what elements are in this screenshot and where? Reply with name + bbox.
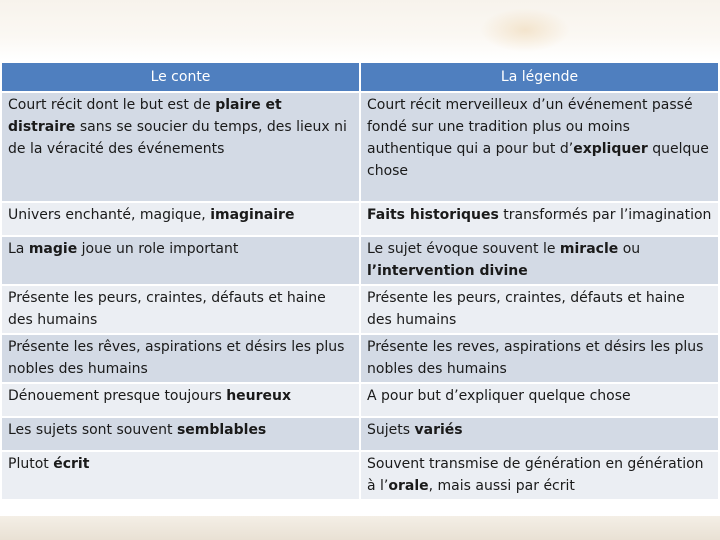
cell-conte — [2, 335, 359, 382]
cell-conte — [2, 384, 359, 416]
cell-text: A pour but d’expliquer quelque chose — [367, 388, 631, 404]
cell-text: sans se soucier du temps, des lieux ni de la véracité des événements — [8, 119, 347, 157]
table-row — [2, 203, 718, 235]
cell-text: La — [8, 241, 29, 257]
cell-legende — [361, 418, 718, 450]
cell-legende — [361, 286, 718, 333]
cell-bold-text: écrit — [53, 456, 90, 472]
cell-legende — [361, 384, 718, 416]
cell-conte — [2, 452, 359, 499]
cell-bold-text: semblables — [176, 422, 267, 438]
cell-legende — [361, 237, 718, 284]
cell-legende — [361, 335, 718, 382]
table-row — [2, 93, 718, 201]
cell-text: ou — [618, 241, 641, 257]
header-le-conte: Le conte — [2, 63, 359, 91]
table-row — [2, 418, 718, 450]
cell-bold-text: imaginaire — [210, 207, 295, 223]
cell-text: Court récit merveilleux d’un événement passé fondé sur une tradition plus ou moins authentique qui a pour but d’ — [367, 97, 693, 157]
cell-bold-text: l’intervention divine — [367, 263, 528, 279]
cell-legende — [361, 452, 718, 499]
background-bottom-decoration — [0, 516, 720, 540]
cell-text: Présente les reves, aspirations et désirs les plus nobles des humains — [367, 339, 704, 377]
cell-text: joue un role important — [77, 241, 239, 257]
table-row — [2, 452, 718, 499]
cell-text: Le sujet évoque souvent le — [367, 241, 560, 257]
table-row — [2, 384, 718, 416]
cell-bold-text: plaire et distraire — [8, 97, 282, 135]
cell-conte — [2, 93, 359, 201]
cell-legende — [361, 93, 718, 201]
cell-bold-text: Faits historiques — [367, 207, 499, 223]
cell-legende — [361, 203, 718, 235]
table-row — [2, 237, 718, 284]
cell-bold-text: orale — [388, 478, 429, 494]
cell-text: , mais aussi par écrit — [428, 478, 575, 494]
cell-bold-text: variés — [414, 422, 463, 438]
cell-text: Souvent transmise de génération en génération à l’ — [367, 456, 704, 494]
cell-text: Présente les rêves, aspirations et désirs les plus nobles des humains — [8, 339, 345, 377]
cell-conte — [2, 418, 359, 450]
cell-bold-text: heureux — [226, 388, 292, 404]
cell-conte — [2, 203, 359, 235]
cell-text: Dénouement presque toujours — [8, 388, 227, 404]
cell-bold-text: expliquer — [573, 141, 648, 157]
cell-text: Plutot — [8, 456, 54, 472]
cell-text: Présente les peurs, craintes, défauts et haine des humains — [367, 290, 685, 328]
table-row — [2, 335, 718, 382]
cell-bold-text: magie — [28, 241, 78, 257]
table-header-row — [2, 63, 718, 91]
comparison-table — [0, 61, 720, 501]
header-la-legende: La légende — [361, 63, 718, 91]
cell-text: quelque chose — [367, 141, 709, 179]
cell-text: transformés par l’imagination — [498, 207, 712, 223]
cell-text: Les sujets sont souvent — [8, 422, 177, 438]
cell-text: Présente les peurs, craintes, défauts et haine des humains — [8, 290, 326, 328]
cell-bold-text: miracle — [559, 241, 619, 257]
table-row — [2, 286, 718, 333]
cell-conte — [2, 286, 359, 333]
table-body — [2, 93, 718, 499]
cell-conte — [2, 237, 359, 284]
cell-text: Univers enchanté, magique, — [8, 207, 211, 223]
background-top-decoration — [0, 0, 720, 60]
cell-text: Court récit dont le but est de — [8, 97, 216, 113]
cell-text: Sujets — [367, 422, 415, 438]
